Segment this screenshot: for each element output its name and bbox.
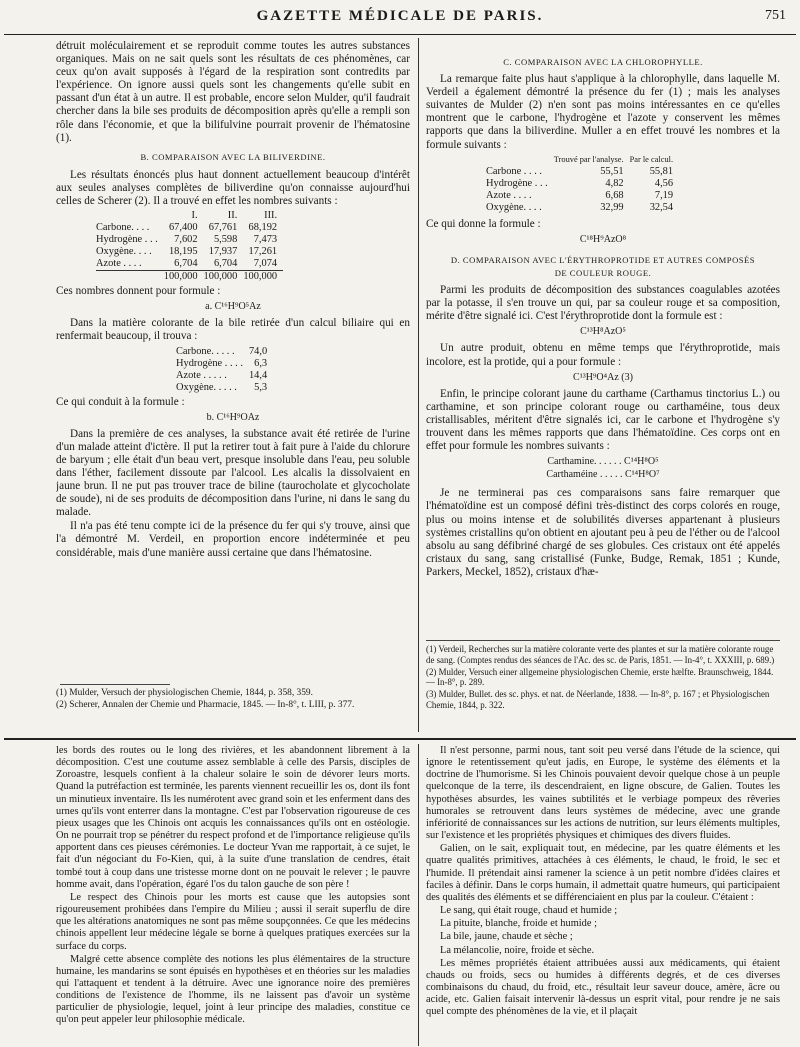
table-row	[176, 346, 273, 358]
bottom-left-paragraph-1: les bords des routes ou le long des rivières, et les abandonnent librement à la décomposition. C'est une coutume assez semblable à celle des Parsis, disciples de Zoroastre, lesquels confient à la chaleur solaire le soin de dévorer leurs morts. Quand la putréfaction est terminée, les parents viennent recueillir les os, dont ils font un minutieux inventaire. Ils les numérotent avec grand soin et les enferment dans des urnes qu'ils vont enterrer dans la montagne. C'est par l'observation rigoureuse de ces pieux usages que les Chinois ont acquis les connaissances qu'ils ont en ostéologie. On ne pourrait trop se pénétrer du respect profond et de l'importance religieuse qu'ils apportent dans ces pieuses cérémonies. Le docteur Yvan me rapportait, à ce sujet, le fait d'un négociant du Fo-Kien, qui, à la suite d'une translation de cendres, était tombé tout à coup dans une tristesse morne dont on ne pouvait le relever ; le pauvre homme avait, dans l'opération, égaré l'os du talon gauche de son père !	[56, 745, 410, 890]
cell: 68,192	[248, 222, 278, 234]
cell: 55,51	[600, 165, 624, 177]
left-paragraph-6: Dans la première de ces analyses, la substance avait été retirée de l'urine d'un malade atteint d'ictère. Il put la retirer tout à fait pure à l'aide du chlorure de baryum ; elle était d'un beau vert, presque insoluble dans l'eau, peu soluble dans l'éther, facilement dissoute par l'alcool. Les alcalis la dissolvaient en jaune brun. Il ne put pas trouver trace de biline (taurocholate et glycocholate de soude), ni de ses produits de décomposition dans l'urine, ni dans le sang du malade.	[56, 427, 410, 519]
column-header: Trouvé par l'analyse.	[553, 154, 624, 164]
carthameine-formula: Carthaméine . . . . . C¹⁴H⁸O⁷	[546, 469, 660, 481]
row-label: Hydrogène . . .	[96, 234, 158, 246]
cell: 32,54	[649, 201, 674, 213]
cell: 7,074	[253, 258, 278, 270]
bottom-left-column	[56, 745, 410, 1045]
cell: 67,400	[168, 222, 198, 234]
biliverdine-table	[96, 210, 283, 283]
cell: 18,195	[168, 246, 198, 258]
row-label: Carbone. . . .	[96, 222, 150, 234]
left-footnotes	[56, 688, 410, 713]
header-rule	[4, 34, 796, 35]
calculus-pigment-table	[176, 346, 273, 394]
cell: 17,937	[208, 246, 238, 258]
left-footnote-rule	[60, 684, 170, 685]
table-row	[486, 190, 679, 202]
table-row	[486, 178, 679, 190]
carthamine-formula: Carthamine. . . . . . C¹⁴H⁸O⁵	[547, 456, 659, 468]
bottom-column-separator	[418, 744, 419, 1046]
formula-c: C¹⁸H⁹AzO⁸	[579, 233, 627, 245]
section-heading-c: C. COMPARAISON AVEC LA CHLOROPHYLLE.	[503, 57, 703, 67]
cell: 6,704	[213, 258, 238, 270]
right-paragraph-6: Je ne terminerai pas ces comparaisons sans faire remarquer que l'hématoïdine est un composé défini très-distinct des corps colorés en rouge, plus ou moins intense et de solubilités diverses appartenant à plusieurs systèmes cristallins qu'on obtient en ajoutant peu à peu de l'éther ou de l'alcool absolu au sang défibriné chargé de ses globules. Ces cristaux ont été appelés cristaux du sang, sang cristallisé (Funke, Budge, Remak, 1851 ; Kunde, Parkers, Meckel, 1852), cristaux d'hæ-	[426, 487, 780, 578]
table-row	[486, 202, 679, 214]
table-row	[176, 358, 273, 370]
cell: 5,3	[254, 381, 268, 393]
table-row	[96, 234, 283, 246]
cell: 4,56	[654, 177, 674, 189]
row-label: Oxygène. . . .	[96, 246, 152, 258]
cell: 74,0	[248, 345, 268, 357]
cell: 14,4	[248, 369, 268, 381]
right-paragraph-2: Ce qui donne la formule :	[426, 217, 541, 230]
left-paragraph-3: Ces nombres donnent pour formule :	[56, 285, 221, 298]
formula-e: C¹³H⁹O⁴Az (3)	[573, 371, 633, 383]
formula-d: C¹³H⁸AzO⁵	[580, 326, 626, 338]
table-row	[176, 382, 273, 394]
column-header: II.	[227, 210, 238, 222]
cell: 6,704	[174, 258, 198, 270]
bottom-left-paragraph-2: Le respect des Chinois pour les morts est cause que les autopsies sont rigoureusement prohibées dans l'empire du Milieu ; aussi il serait superflu de dire que les altérations anatomiques ne sont pas même soupçonnées. Ce que les médecins chinois appellent leur médecine légale se borne à quelques pratiques exercées sur la surface du corps.	[56, 891, 410, 952]
bottom-right-paragraph-2: Galien, on le sait, expliquait tout, en médecine, par les quatre éléments et les quatre qualités primitives, attachées à ces éléments, le chaud, le froid, le sec et l'humide. Il prétendait ainsi ramener la science à un petit nombre d'idées claires et faciles à définir. Dans le corps humain, il admettait quatre humeurs, qui participaient des qualités des éléments et se différenciaient en plus par la couleur. C'étaient :	[426, 843, 780, 903]
right-paragraph-4: Un autre produit, obtenu en même temps que l'érythroprotide, mais incolore, est la protide, qui a pour formule :	[426, 342, 780, 368]
page-number: 751	[765, 8, 786, 23]
bottom-right-column	[426, 745, 780, 1045]
humor-list-item: La bile, jaune, chaude et sèche ;	[440, 931, 573, 943]
column-header: III.	[264, 210, 278, 222]
section-heading-d: D. COMPARAISON AVEC L'ÉRYTHROPROTIDE ET AUTRES COMPOSÉS	[450, 254, 756, 265]
row-label: Azote . . . .	[96, 258, 142, 270]
right-paragraph-5: Enfin, le principe colorant jaune du carthame (Carthamus tinctorius L.) ou carthamine, et son principe colorant rouge ou carthaméine, tous deux cristallisables, méritent d'être signalés ici, car le carbone et l'hydrogène s'y trouvent dans les mêmes rapports que dans l'hématoïdine. Ces corps ont en effet pour formule les nombres suivants :	[426, 387, 780, 453]
chlorophyll-table	[486, 154, 679, 214]
table-header-row	[486, 154, 679, 166]
row-label: Carbone. . . . .	[176, 345, 235, 357]
formula-b: b. C¹⁶H⁹OAz	[206, 411, 260, 423]
cell: 7,19	[654, 189, 674, 201]
section-heading-b: B. COMPARAISON AVEC LA BILIVERDINE.	[140, 151, 326, 162]
cell: 55,81	[649, 165, 674, 177]
left-paragraph-1: détruit moléculairement et se reproduit comme toutes les autres substances organiques. Mais on ne sait quels sont les résultats de ces phénomènes, car ceux qu'on avait supposés à l'égard de la respiration sont contredits par l'expérience. On ignore aussi quels sont les changements qu'elle subit en passant d'un état à un autre. Il est probable, encore selon Mulder, qu'il faudrait chercher dans la bile ses produits de décomposition après qu'elle a rempli son rôle dans l'économie, et que la bilifulvine pourrait provenir de l'hématosine (1).	[56, 40, 410, 144]
table-header-row	[96, 210, 283, 222]
column-header: Par le calcul.	[629, 154, 674, 164]
cell: 5,598	[213, 234, 238, 246]
column-separator	[418, 38, 419, 732]
footnote: (1) Verdeil, Recherches sur la matière colorante verte des plantes et sur la matière colorante rouge de sang. (Comptes rendus des séances de l'Ac. des sc. de Paris, 1851. — In-4°, t. XXXIII, p. 689.)	[426, 644, 775, 665]
row-label: Hydrogène . . . .	[176, 357, 243, 369]
table-row	[96, 222, 283, 234]
cell: 6,68	[605, 189, 624, 201]
column-header: I.	[191, 210, 198, 222]
journal-title: GAZETTE MÉDICALE DE PARIS.	[256, 8, 544, 24]
total-cell: 100,000	[164, 271, 204, 284]
row-label: Hydrogène . . .	[486, 177, 548, 189]
footnote: (3) Mulder, Bullet. des sc. phys. et nat. de Néerlande, 1838. — In-8°, p. 167 ; et Physiologischen Chemie, 1844, p. 322.	[426, 689, 770, 710]
cell: 17,261	[248, 246, 278, 258]
cell: 7,473	[253, 234, 278, 246]
row-label: Carbone . . . .	[486, 165, 542, 177]
cell: 7,602	[174, 234, 198, 246]
bottom-right-paragraph-1: Il n'est personne, parmi nous, tant soit peu versé dans l'étude de la science, qui ignore le retentissement qu'eut jadis, en Europe, le système des éléments et la doctrine de l'humorisme. Si les Chinois pouvaient devoir quelque chose à un peuple quelconque de la terre, ils descendraient, en ligne obscure, de Galien. Toutes les hypothèses absurdes, les vaines subtilités et le verbiage pompeux des rêveries humorales se retrouvent dans leurs systèmes de médecine, avec une grande infériorité de connaissances sur les actions de nutrition, sur leurs éléments multiples, sur l'existence et les propriétés physiques et chimiques des divers fluides.	[426, 745, 780, 842]
left-column	[56, 40, 410, 690]
table-row	[176, 370, 273, 382]
total-cell: 100,000	[204, 271, 244, 284]
humor-list-item: La mélancolie, noire, froide et sèche.	[440, 944, 595, 956]
total-cell: 100,000	[243, 271, 283, 284]
footnote: (2) Mulder, Versuch einer allgemeine physiologischen Chemie, erste hælfte. Braunschweig, 1844. — In-8°, p. 289.	[426, 666, 774, 688]
footnote: (1) Mulder, Versuch der physiologischen Chemie, 1844, p. 358, 359.	[56, 688, 313, 698]
section-heading-d-cont: DE COULEUR ROUGE.	[554, 267, 652, 278]
row-label: Azote . . . .	[486, 189, 532, 201]
left-paragraph-2: Les résultats énoncés plus haut donnent actuellement beaucoup d'intérêt aux seules analyses complètes de biliverdine qu'on connaisse aujourd'hui celles de Scherer (2). Il a trouvé en effet les nombres suivants :	[56, 168, 410, 208]
table-row	[96, 258, 283, 271]
humor-list-item: Le sang, qui était rouge, chaud et humide ;	[440, 905, 618, 917]
page-header	[0, 8, 800, 30]
right-paragraph-3: Parmi les produits de décomposition des substances coagulables azotées par la potasse, il s'en trouve un qui, par sa couleur rouge et sa composition, mérite d'être signalé ici. C'est l'érythroprotide dont la formule est :	[426, 284, 780, 323]
cell: 4,82	[605, 177, 624, 189]
left-paragraph-5: Ce qui conduit à la formule :	[56, 395, 185, 408]
right-column	[426, 56, 780, 632]
table-row	[486, 166, 679, 178]
humor-list-item: La pituite, blanche, froide et humide ;	[440, 918, 597, 930]
right-footnote-rule	[426, 640, 780, 641]
cell: 67,761	[208, 222, 238, 234]
cell: 32,99	[600, 201, 624, 213]
right-footnotes	[426, 644, 780, 712]
footnote: (2) Scherer, Annalen der Chemie und Pharmacie, 1845. — In-8°, t. LIII, p. 377.	[56, 700, 355, 711]
row-label: Oxygène. . . .	[486, 201, 542, 213]
row-label: Azote . . . . .	[176, 369, 227, 381]
formula-a: a. C¹⁶H⁹O⁵Az	[205, 301, 261, 313]
left-paragraph-7: Il n'a pas été tenu compte ici de la présence du fer qui s'y trouve, ainsi que l'a démontré M. Verdeil, en proportion encore indéterminée et peu considérable, mais d'une manière aussi certaine que dans l'hématosine.	[56, 520, 410, 559]
section-separator-rule	[4, 738, 796, 740]
left-paragraph-4: Dans la matière colorante de la bile retirée d'un calcul biliaire qui en renfermait beaucoup, il trouva :	[56, 317, 410, 343]
right-paragraph-1: La remarque faite plus haut s'applique à la chlorophylle, dans laquelle M. Verdeil a également démontré la présence du fer (1) ; mais les analyses suivantes de Mulder (2) n'en sont pas moins intéressantes en ce qu'elles montrent que le carbone, l'hydrogène et l'azote y conservent les mêmes rapports que dans la biliverdine. Muller a en effet trouvé les nombres et la formule suivants :	[426, 73, 780, 151]
table-row	[96, 246, 283, 258]
cell: 6,3	[254, 357, 268, 369]
table-total-row	[96, 271, 283, 284]
bottom-left-paragraph-3: Malgré cette absence complète des notions les plus élémentaires de la structure humaine, les mandarins se sont épuisés en hypothèses et en théories sur les maladies qui l'attaquent et tendent à la détruire. Avec une ignorance noire des premières conditions de l'existence de l'homme, ils ne laissent pas d'avoir un système particulier de physiologie, lequel, joint à leur principe des maladies, constitue ce qu'on peut appeler leur philosophie médicale.	[56, 953, 410, 1026]
row-label: Oxygène. . . . .	[176, 381, 237, 393]
bottom-right-paragraph-3: Les mêmes propriétés étaient attribuées aussi aux médicaments, qui étaient chauds ou froids, secs ou humides à différents degrés, et de ces diverses combinaisons du chaud, du froid, etc., résultait leur saveur douce, amère, âcre ou acide, etc. Galien faisait intervenir là-dessus un esprit vital, pour rendre je ne sais quel compte des phénomènes de la vie, et il plaçait	[426, 957, 780, 1018]
